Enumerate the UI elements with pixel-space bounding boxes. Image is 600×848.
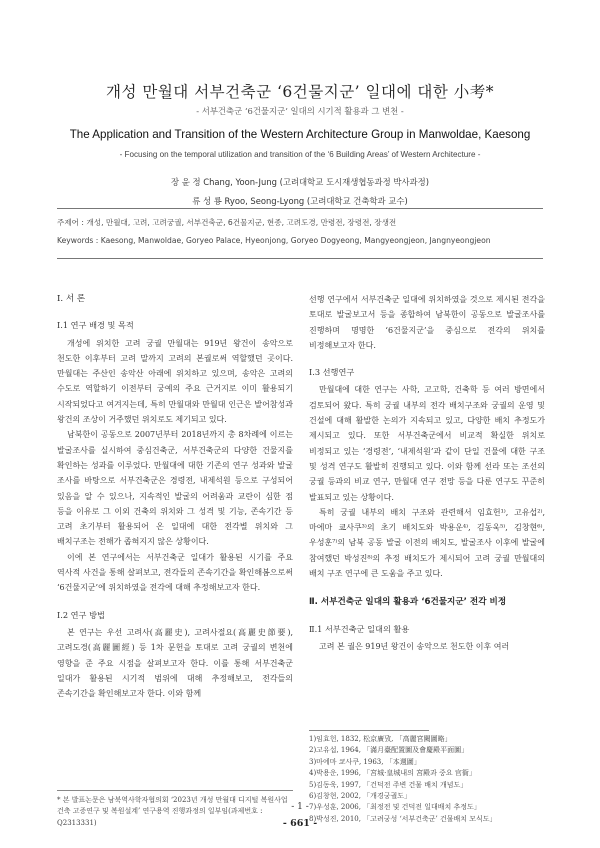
left-column xyxy=(57,292,293,701)
keywords-korean: 주제어 : 개성, 만월대, 고려, 고려궁궐, 서부건축군, 6건물지군, 현종, 고려도경, 만령전, 장령전, 장생전 xyxy=(57,218,397,227)
footnote-item: 3)마에마 쿄사쿠, 1963, 「本週圖」 xyxy=(309,757,421,766)
keywords-english: Keywords : Kaesong, Manwoldae, Goryeo Palace, Hyeonjong, Goryeo Dogyeong, Mangyeongjeon, Jangnyeongjeon xyxy=(57,236,491,245)
body-paragraph: 선행 연구에서 서부건축군 일대에 위치하였을 것으로 제시된 전각을 토대로 발굴보고서 등을 종합하여 남북한이 공동으로 발굴조사를 진행하며 명명한 ‘6건물지군’을 중심으로 전각의 위치를 비정해보고자 한다. xyxy=(309,295,545,350)
body-paragraph: 만월대에 대한 연구는 사학, 고고학, 건축학 등 여러 방면에서 검토되어 왔다. 특히 궁궐 내부의 전각 배치구조와 궁궐의 운영 및 건설에 대해 활발한 논의가 지속되고 있고, 다양한 배치 추정도가 제시되고 있다. 또한 서부건축군에서 비교적 확실한 위치로 비정되고 있는 ‘경령전’, ‘내제석원’과 같이 단일 건물에 대한 구조 및 성격 연구도 활발히 진행되고 있다. 이와 함께 선라 또는 조선의 궁궐 등과의 비교 연구, 만월대 연구 전망 등을 다룬 연구도 꾸준히 발표되고 있는 상황이다. xyxy=(309,385,545,502)
subsection-heading-prior-research: Ⅰ.3 선행연구 xyxy=(309,367,355,378)
body-paragraph: 고려 본 궐은 919년 왕건이 송악으로 천도한 이후 여러 xyxy=(319,641,510,651)
body-paragraph: 이에 본 연구에서는 서부건축군 일대가 활용된 시기를 주요 역사적 사건을 통해 살펴보고, 전각들의 존속기간을 확인해봄으로써 ‘6건물지군’에 위치하였을 전각에 대해 추정해보고자 한다. xyxy=(57,552,293,593)
subsection-heading-utilization: Ⅱ.1 서부건축군 일대의 활용 xyxy=(309,623,410,634)
paper-title-korean: 개성 만월대 서부건축군 ‘6건물지군’ 일대에 대한 小考* xyxy=(105,83,495,101)
page-number: - 1 - xyxy=(291,802,309,812)
footnote-item: 2)고유섭, 1964, 「滿月臺配置圖及會慶殿平面圖」 xyxy=(309,746,469,755)
footnote-item: 5)김동욱, 1997, 「건덕전 주변 건물 배치 개념도」 xyxy=(309,780,468,789)
body-paragraph: 특히 궁궐 내부의 배치 구조와 관련해서 임효헌¹⁾, 고유섭²⁾, 마에마 쿄사쿠³⁾의 초기 배치도와 박용운⁴⁾, 김동욱⁵⁾, 김창현⁶⁾, 우성훈⁷⁾의 남북 공동 발굴 이전의 배치도, 발굴조사 이후에 발굴에 참여했던 박성진⁸⁾의 추정 배치도가 제시되어 고려 궁궐 만월대의 배치 구조 연구에 큰 도움을 주고 있다. xyxy=(309,507,545,579)
divider-bottom xyxy=(57,258,543,259)
subsection-heading-background: Ⅰ.1 연구 배경 및 목적 xyxy=(57,320,134,331)
section-heading-chapter2: Ⅱ. 서부건축군 일대의 활용과 ‘6건물지군’ 전각 비정 xyxy=(309,597,507,608)
footnote-item: 6)김창현, 2002, 「개경궁궐도」 xyxy=(309,792,411,801)
right-column xyxy=(309,292,545,654)
footnote-funding: * 본 발표논문은 남북역사학자협의회 ‘2023년 개성 만월대 디지털 복원사업 건축 고증연구 및 복원설계’ 연구용역 진행과정의 일부임(과제번호 : Q2313331) xyxy=(57,796,288,827)
journal-page-number: - 661 - xyxy=(282,818,318,829)
body-paragraph: 본 연구는 우선 고려사(高麗史), 고려사절요(高麗史節要), 고려도경(高麗圖經) 등 1차 문헌을 토대로 고려 궁궐의 변천에 영향을 준 주요 시점을 살펴보고자 한다. 이를 통해 서부건축군 일대가 활용된 시기적 범위에 대해 추정해보고, 전각들의 존속기간을 확인해보고자 한다. 이와 함께 xyxy=(57,627,293,699)
subsection-heading-method: Ⅰ.2 연구 방법 xyxy=(57,609,105,620)
author-list xyxy=(0,173,600,211)
body-paragraph: 개성에 위치한 고려 궁궐 만월대는 919년 왕건이 송악으로 천도한 이후부터 고려 말까지 고려의 본궐로써 역할했던 곳이다. 만월대는 주산인 송악산 아래에 위치하고 있으며, 송악은 고려의 수도로 역할하기 이전부터 궁예의 주요 근거지로 이미 활용되기 시작되었다고 여겨지는데, 특히 만월대와 만월대 인근은 발어참성과 왕건의 조상이 거주했던 위치로도 제기되고 있다. xyxy=(57,338,293,425)
footnote-item: 4)박용운, 1996, 「宮城·皇城내의 宮殿과 중요 官衙」 xyxy=(309,769,476,778)
divider-top xyxy=(57,208,543,209)
footnote-item: 7)우성훈, 2006, 「최정전 및 건덕전 일대배치 추정도」 xyxy=(309,803,481,812)
paper-subtitle-korean: - 서부건축군 ‘6건물지군’ 일대의 시기적 활용과 그 변천 - xyxy=(196,106,404,116)
author-1: 장 윤 정 Chang, Yoon-Jung (고려대학교 도시재생협동과정 박사과정) xyxy=(171,177,429,187)
footnote-divider-left xyxy=(57,790,293,791)
body-paragraph: 남북한이 공동으로 2007년부터 2018년까지 총 8차례에 이르는 발굴조사를 실시하여 중심건축군, 서부건축군의 다양한 건물지를 확인하는 성과를 이루었다. 만월대에 대한 기존의 연구 성과와 발굴 조사를 바탕으로 서부건축군은 경령전, 내제석원 등으로 구성되어 있음을 알 수 있으나, 지속적인 발굴의 어려움과 교란이 심한 점 등을 이유로 그 이외 건축의 위치와 그 성격 및 기능, 존속기간 등 고려 초기부터 활용되어 온 일대에 대한 전각별 위치와 그 배치구조는 전해가 좁혀지지 않은 상황이다. xyxy=(57,430,293,547)
footnote-item: 8)박성진, 2010, 「고려궁성 ‘서부건축군’ 건물배치 모식도」 xyxy=(309,814,497,823)
paper-title-english: The Application and Transition of the Western Architecture Group in Manwoldae, Kaesong xyxy=(69,128,531,141)
paper-subtitle-english: - Focusing on the temporal utilization and transition of the ‘6 Building Areas’ of Western Architecture - xyxy=(119,150,481,159)
footnote-divider-right xyxy=(309,730,429,731)
section-heading-introduction: Ⅰ. 서 론 xyxy=(57,294,86,304)
author-2: 류 성 룡 Ryoo, Seong-Lyong (고려대학교 건축학과 교수) xyxy=(192,196,408,206)
footnote-item: 1)임효헌, 1832, 松京廣攷, 「高麗宮闕圖略」 xyxy=(309,735,452,743)
